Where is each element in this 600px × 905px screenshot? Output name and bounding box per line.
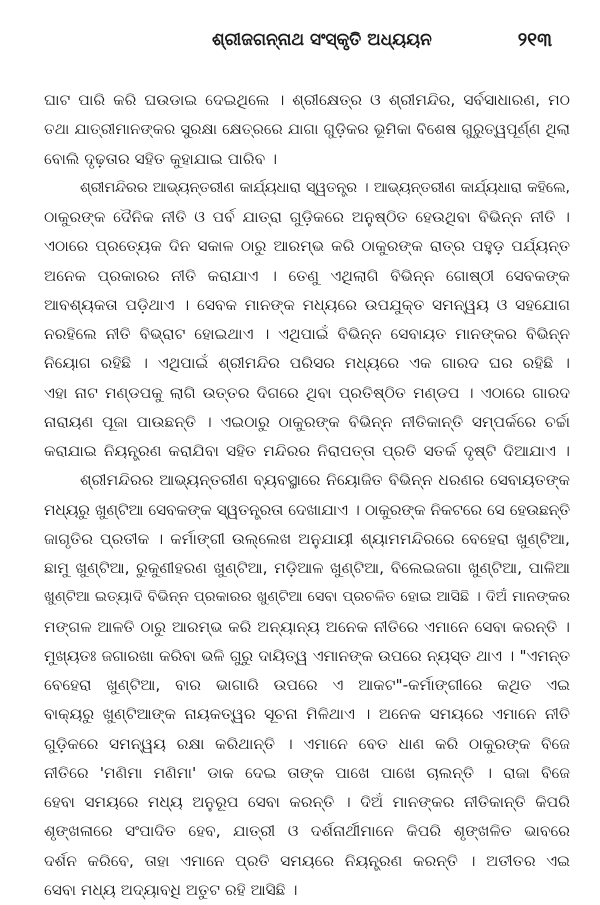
text-line: ଶ୍ରୀମନ୍ଦିରର ଆଭ୍ୟନ୍ତରୀଣ ବ୍ୟବସ୍ଥାରେ ନିୟୋଜିତ ବିଭିନ୍ନ ଧରଣର ସେବାୟତଙ୍କ [80,471,570,490]
body-text [44,86,570,905]
text-line: ଆବଶ୍ୟକତା ପଡ଼ିଥାଏ । ସେବକ ମାନଙ୍କ ମଧ୍ୟରେ ଉପଯୁକ୍ତ ସମନ୍ୱୟ ଓ ସହଯୋଗ [44,295,570,314]
text-line: ନରହିଲେ ନୀତି ବିଭ୍ରାଟ ହୋଇଥାଏ । ଏଥିପାଇଁ ବିଭିନ୍ନ ସେବାୟତ ମାନଙ୍କର ବିଭିନ୍ନ [44,325,570,343]
page-number: ୨୧୩ [517,29,552,51]
text-line: ଶ୍ରୀମନ୍ଦିରର ଆଭ୍ୟନ୍ତରୀଣ କାର୍ଯ୍ୟଧାରା ସ୍ୱତନ୍ତ୍ର । ଆଭ୍ୟନ୍ତରୀଣ କାର୍ଯ୍ୟଧାରା କହିଲେ, [80,179,570,196]
text-line: ବୋଲି ଦୃଢ଼ତାର ସହିତ କୁହାଯାଇ ପାରିବ । [44,149,278,168]
text-line: ନୀତିରେ 'ମଣିମା ମଣିମା' ଡାକ ଦେଇ ତାଙ୍କ ପାଖେ ପାଖେ ଚାଲନ୍ତି । ରାଜା ବିଜେ [44,763,570,782]
text-line: ବେହେରା ଖୁଣ୍ଟିଆ, ବାର ଭାଗାରି ଉପରେ ଏ ଆକଟ"-କର୍ମାଙ୍ଗୀରେ କଥିତ ଏଇ [44,676,570,694]
text-line: ତଥା ଯାତ୍ରୀମାନଙ୍କର ସୁରକ୍ଷା କ୍ଷେତ୍ରରେ ଯାଗା ଗୁଡ଼ିକର ଭୂମିକା ବିଶେଷ ଗୁରୁତ୍ୱପୂର୍ଣ୍ଣ ଥିଲା [44,120,570,139]
text-line: ହେବା ସମୟରେ ମଧ୍ୟ ଅନୁରୂପ ସେବା କରନ୍ତି । ଦିଅଁ ମାନଙ୍କର ନୀତିକାନ୍ତି କିପରି [44,793,570,811]
text-line: ଦର୍ଶନ କରିବେ, ତାହା ଏମାନେ ପ୍ରତି ସମୟରେ ନିୟନ୍ତ୍ରଣ କରନ୍ତି । ଅତୀତର ଏଇ [44,851,570,870]
text-line: ଅନେକ ପ୍ରକାରର ନୀତି କରାଯାଏ । ତେଣୁ ଏଥିଲାଗି ବିଭିନ୍ନ ଗୋଷ୍ଠୀ ସେବକଙ୍କ [44,266,570,285]
text-line: ଠାକୁରଙ୍କ ଦୈନିକ ନୀତି ଓ ପର୍ବ ଯାତ୍ରା ଗୁଡ଼ିକରେ ଅନୁଷ୍ଠିତ ହେଉଥିବା ବିଭିନ୍ନ ନୀତି । [44,208,570,226]
header-title: ଶ୍ରୀଜଗନ୍ନାଥ ସଂସ୍କୃତି ଅଧ୍ୟୟନ [212,30,432,50]
text-line: ଜାଗୃତିର ପ୍ରତୀକ । କର୍ମାଙ୍ଗୀ ଉଲ୍ଲେଖ ଅନୁଯାୟୀ ଶ୍ୟାମମନ୍ଦିରରେ ବେହେରା ଖୁଣ୍ଟିଆ, [44,529,570,548]
text-line: ମୁଖ୍ୟତଃ ଜଗାରଖା କରିବା ଭଳି ଗୁରୁ ଦାୟିତ୍ୱ ଏମାନଙ୍କ ଉପରେ ନ୍ୟସ୍ତ ଥାଏ । "ଏମନ୍ତ [44,646,570,665]
text-line: ଘାଟ ପାରି କରି ଘଉଡାଇ ଦେଇଥିଲେ । ଶ୍ରୀକ୍ଷେତ୍ର ଓ ଶ୍ରୀମନ୍ଦିର, ସର୍ବସାଧାରଣ, ମଠ [44,91,570,109]
text-line: ସେବା ମଧ୍ୟ ଅଦ୍ୟାବଧି ଅତୁଟ ରହି ଆସିଛି । [44,880,298,899]
text-line: ମଧ୍ୟରୁ ଖୁଣ୍ଟିଆ ସେବକଙ୍କ ସ୍ୱତନ୍ତ୍ରତା ଦେଖାଯାଏ । ଠାକୁରଙ୍କ ନିକଟରେ ସେ ହେଉଛନ୍ତି [44,500,570,519]
text-line: ଏଠାରେ ପ୍ରତ୍ୟେକ ଦିନ ସକାଳ ଠାରୁ ଆରମ୍ଭ କରି ଠାକୁରଙ୍କ ରାତ୍ର ପହୁଡ଼ ପର୍ଯ୍ୟନ୍ତ [44,237,570,256]
text-line: ଶୃଙ୍ଖଳାରେ ସଂପାଦିତ ହେବ, ଯାତ୍ରୀ ଓ ଦର୍ଶନାର୍ଥୀମାନେ କିପରି ଶୃଙ୍ଖଳିତ ଭାବରେ [44,822,570,841]
text-line: ନିୟୋଗ ରହିଛି । ଏଥିପାଇଁ ଶ୍ରୀମନ୍ଦିର ପରିସର ମଧ୍ୟରେ ଏକ ଗାରଦ ଘର ରହିଛି । [44,354,570,373]
text-line: ଏହା ନାଟ ମଣ୍ଡପକୁ ଲାଗି ଉତ୍ତର ଦିଗରେ ଥିବା ପ୍ରତିଷ୍ଠିତ ମଣ୍ଡପ । ଏଠାରେ ଗାରଦ [44,383,570,402]
text-line: କରାଯାଇ ନିୟନ୍ତ୍ରଣ କରାଯିବା ସହିତ ମନ୍ଦିରର ନିରାପତ୍ତା ପ୍ରତି ସତର୍କ ଦୃଷ୍ଟି ଦିଆଯାଏ । [44,442,570,460]
text-line: ନାରାୟଣ ପୂଜା ପାଉଛନ୍ତି । ଏଇଠାରୁ ଠାକୁରଙ୍କ ବିଭିନ୍ନ ନୀତିକାନ୍ତି ସମ୍ପର୍କରେ ଚର୍ଚ୍ଚା [44,412,570,431]
text-line: ଛାମୁ ଖୁଣ୍ଟିଆ, ରୁକୁଣୀହରଣ ଖୁଣ୍ଟିଆ, ମଡ଼ିଆଳ ଖୁଣ୍ଟିଆ, ବିଲେଇଜଗା ଖୁଣ୍ଟିଆ, ପାଳିଆ [44,559,570,577]
text-line: ଗୁଡ଼ିକରେ ସମନ୍ୱୟ ରକ୍ଷା କରିଥାନ୍ତି । ଏମାନେ ବେତ ଧାଣ କରି ଠାକୁରଙ୍କ ବିଜେ [44,734,570,753]
text-line: ବାକ୍ୟରୁ ଖୁଣ୍ଟିଆଙ୍କ ନାୟକତ୍ୱର ସୂଚନା ମିଳିଥାଏ । ଅନେକ ସମୟରେ ଏମାନେ ନୀତି [44,705,570,724]
text-line: ମଙ୍ଗଳ ଆଳତି ଠାରୁ ଆରମ୍ଭ କରି ଅନ୍ୟାନ୍ୟ ଅନେକ ନୀତିରେ ଏମାନେ ସେବା କରନ୍ତି । [44,617,570,636]
running-header [0,30,600,60]
text-line: ଖୁଣ୍ଟିଆ ଇତ୍ୟାଦି ବିଭିନ୍ନ ପ୍ରକାରର ଖୁଣ୍ଟିଆ ସେବା ପ୍ରଚଳିତ ହୋଇ ଆସିଛି । ଦିଅଁ ମାନଙ୍କର [44,589,570,606]
